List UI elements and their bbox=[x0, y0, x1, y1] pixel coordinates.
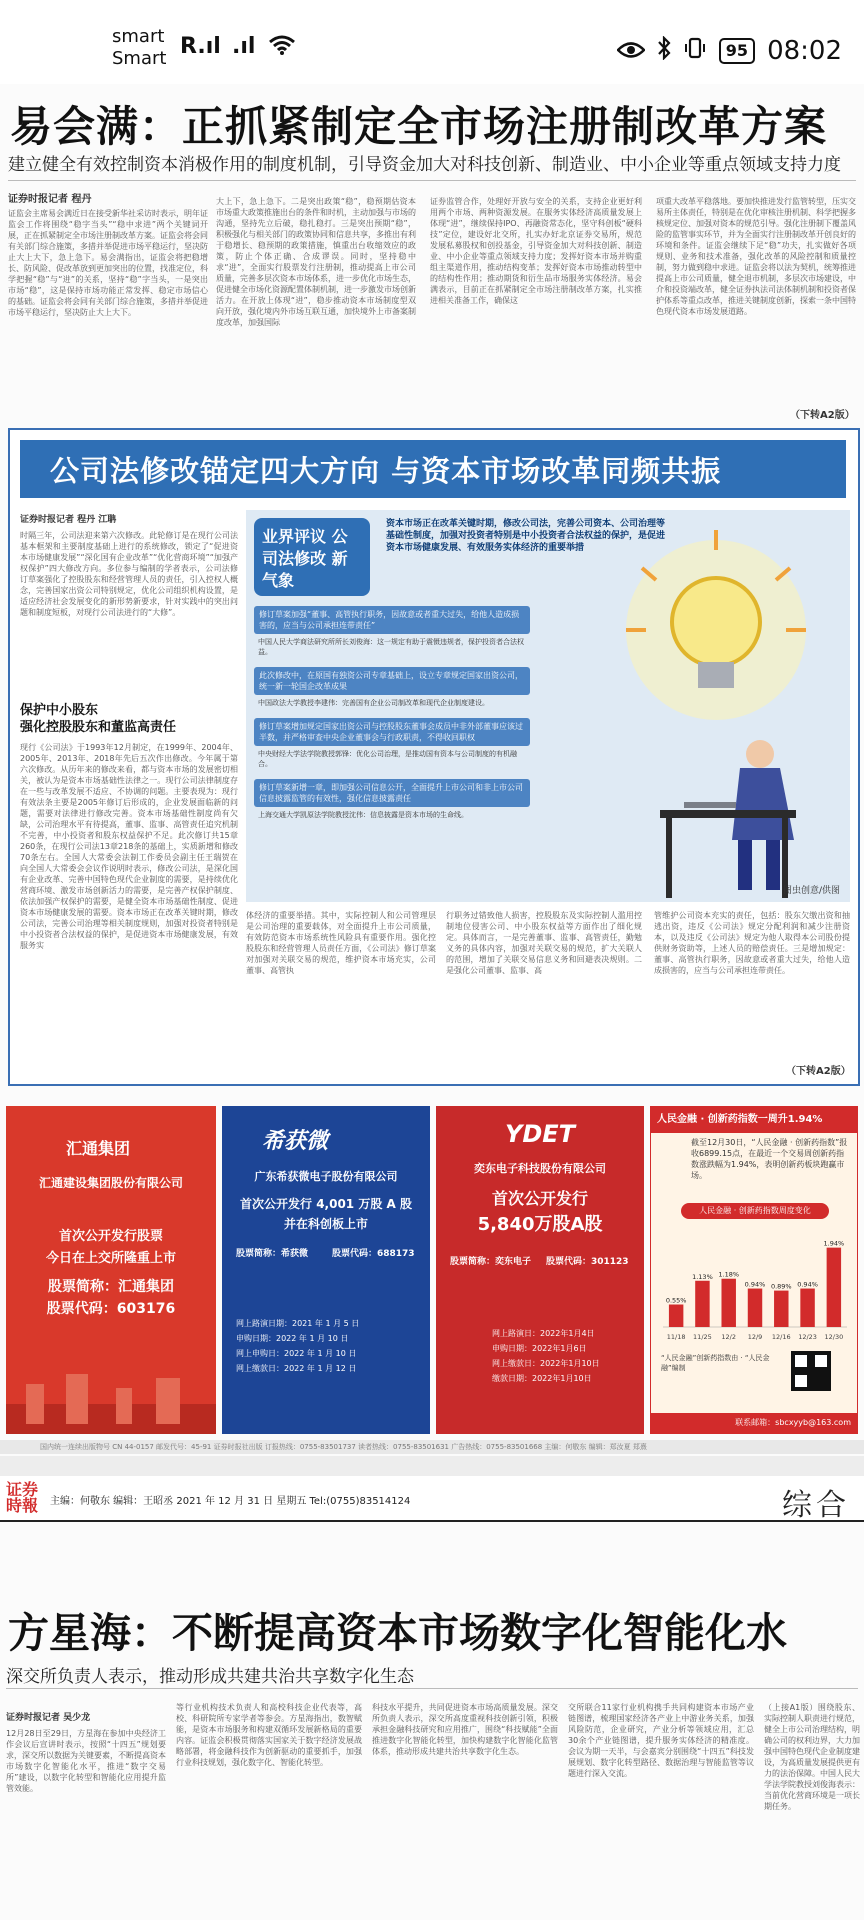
index-chart bbox=[657, 1225, 853, 1345]
chart-tick-label: 11/25 bbox=[693, 1333, 712, 1341]
xiyue-line-2: 并在科创板上市 bbox=[283, 1217, 368, 1231]
bluetooth-icon bbox=[657, 36, 671, 66]
hutong-logo: 汇通集团 bbox=[66, 1139, 131, 1158]
illustration-intro: 资本市场正在改革关键时期，修改公司法，完善公司资本、公司治理等基础性制度，加强对投资者特别是中小投资者合法权益的保护，是促进资本市场健康发展、有效服务实体经济的重要举措 bbox=[386, 519, 666, 553]
chart-data-label: 1.94% bbox=[823, 1239, 845, 1248]
xiyue-code: 股票代码：688173 bbox=[332, 1249, 415, 1259]
chart-bar bbox=[800, 1289, 814, 1327]
hutong-text bbox=[6, 1226, 216, 1320]
renmin-header: 人民金融 · 创新药指数一周升1.94% bbox=[651, 1107, 858, 1133]
chart-data-label: 0.94% bbox=[744, 1280, 766, 1289]
ad-renmin[interactable] bbox=[650, 1106, 858, 1434]
chart-data-label: 1.18% bbox=[718, 1270, 740, 1279]
illustration-item-note: 中央财经大学法学院教授郭锋：优化公司治理，是推动国有资本与公司制度的有机融合。 bbox=[258, 750, 517, 768]
feature-body-col-4: 管维护公司资本充实的责任，包括：股东欠缴出资和抽逃出资，违反《公司法》规定分配利润和减少注册资本，以及违反《公司法》规定为他人取得本公司股份提供财务资助等，上述人员的赔偿责任。三是增加规定：董事、高管执行职务，因故意或者重大过失，给他人造成损害的，应当与公司承担连带责任。 bbox=[654, 911, 850, 975]
renmin-chart-title: 人民金融 · 创新药指数周度变化 bbox=[681, 1203, 829, 1219]
second-column-3: 科技水平提升，共同促进资本市场高质量发展。深交所负责人表示，深交所高度重视科技创新引领，积极承担金融科技研究和应用推广，围绕“科技赋能”全面推进数字化智能化转型，加快构建数字化智能化监管体系，推动形成共建共治共享数字化生态。 bbox=[372, 1703, 558, 1756]
hutong-company: 汇通建设集团股份有限公司 bbox=[38, 1176, 183, 1190]
top-column-1: 证监会主席易会满近日在接受新华社采访时表示，明年证监会工作将围绕“稳字当头”“稳中求进”两个关键词开展，正在抓紧制定全市场注册制改革方案。证监会将会同有关部门综合施策，多措并举促进市场平稳运行，坚决防止大上大下，急上急下。易会满指出，证监会将把稳增长、防风险、促改革放到更加突出的位置，找准定位，科学把握“稳”与“进”的关系，坚持“稳”字当头，一是突出市场“稳”，这是保持市场功能正常发挥、稳定市场信心的基础。证监会将会同有关部门综合施策，多措并举促进市场平稳运行，坚决防止大上大下。 bbox=[8, 209, 208, 317]
feature-byline: 证券时报记者 程丹 江聃 bbox=[20, 515, 117, 525]
feature-body-col-3: 行职务过错致他人损害，控股股东及实际控制人滥用控制地位侵害公司、中小股东权益等方面作出了细化规定。具体而言，一是完善董事、监事、高管责任，勤勉义务的具体内容，加强对关联交易的规范，扩大关联人的范围，增加了关联交易信息义务和回避表决规则。二是强化公司董事、监事、高 bbox=[446, 911, 642, 975]
illustration-item-note: 中国人民大学商法研究所所长刘俊海：这一规定有助于震慑违规者，保护投资者合法权益。 bbox=[258, 638, 524, 656]
chart-tick-label: 12/30 bbox=[824, 1333, 844, 1341]
illustration-item bbox=[254, 779, 530, 823]
divider bbox=[8, 180, 856, 181]
wifi-icon bbox=[268, 34, 296, 62]
ydet-line-2: 5,840万股A股 bbox=[477, 1214, 603, 1235]
illustration-item bbox=[254, 606, 530, 660]
hutong-line-1: 首次公开发行股票 bbox=[58, 1229, 163, 1244]
illustration-item-note: 上海交通大学凯原法学院教授沈伟：信息披露是资本市场的生命线。 bbox=[258, 811, 468, 819]
renmin-body: 截至12月30日，“人民金融 · 创新药指数”报收6899.15点，在最近一个交易周创新药指数涨跌幅为1.94%，表明创新药板块跑赢市场。 bbox=[691, 1138, 848, 1180]
second-page-header bbox=[0, 1476, 864, 1522]
ydet-line-1: 首次公开发行 bbox=[491, 1189, 588, 1208]
carrier-2: Smart bbox=[112, 48, 167, 69]
businessman-icon bbox=[660, 740, 796, 898]
xiyue-offer bbox=[222, 1194, 430, 1234]
feature-body-col-2: 体经济的重要举措。其中，实际控制人和公司管理层是公司治理的重要载体，对全面提升上市公司质量，有效防范资本市场系统性风险具有重要作用。强化控股股东和经营管理人员责任方面，《公司法》修订草案对加强对关联交易的规范，维护资本市场充实，公司董事、高管执 bbox=[246, 911, 436, 975]
renmin-footer: 联系邮箱：sbcxyyb@163.com bbox=[651, 1413, 858, 1433]
chart-tick-label: 12/9 bbox=[747, 1333, 763, 1341]
xiyue-row: 申购日期：2022 年 1 月 10 日 bbox=[236, 1334, 349, 1343]
ydet-row: 网上缴款日：2022年1月10日 bbox=[492, 1359, 600, 1368]
illustration-item-head: 修订草案增加规定国家出资公司与控股股东董事会成员中非外部董事应该过半数，并严格审查中央企业董事会与行政职责，不得收回职权 bbox=[254, 718, 530, 746]
clock: 08:02 bbox=[767, 36, 842, 66]
chart-bar bbox=[774, 1291, 788, 1327]
ydet-offer bbox=[436, 1186, 644, 1238]
chart-tick-label: 12/16 bbox=[771, 1333, 791, 1341]
divider bbox=[6, 1688, 858, 1689]
chart-bar bbox=[695, 1281, 709, 1327]
ydet-company: 奕东电子科技股份有限公司 bbox=[474, 1162, 606, 1175]
illustration-badge: 业界评议 公司法修改 新气象 bbox=[254, 518, 370, 596]
top-column-3: 证券监管合作，处理好开放与安全的关系，支持企业更好利用两个市场、两种资源发展。在服务实体经济高质量发展上体现“进”，继续保持IPO、再融资常态化，坚守科创板“硬科技”定位，建设好北交所，扎实办好北京证券交易所，规范发展私募股权和创投基金，引导资金加大对科技创新、制造业、中小企业等重点领域支持力度；发挥好资本市场并购重组主渠道作用，推动结构变革；发挥好资本市场推动转型中的结构性作用；推动期货和衍生品市场服务实体经济。易会满表示，目前正在抓紧制定全市场注册制改革方案，扎实推进相关准备工作，确保这 bbox=[430, 197, 642, 305]
xiyue-schedule bbox=[236, 1316, 359, 1376]
xiyue-logo: 希获微 bbox=[262, 1129, 329, 1154]
xiyue-code-label: 股票简称：希获微 bbox=[236, 1249, 309, 1259]
chart-tick-label: 12/2 bbox=[721, 1333, 737, 1341]
status-bar bbox=[0, 0, 864, 84]
carrier-labels bbox=[112, 26, 166, 70]
ad-hutong[interactable] bbox=[6, 1106, 216, 1434]
chart-bar bbox=[669, 1305, 683, 1328]
top-headline: 易会满：正抓紧制定全市场注册制改革方案 bbox=[10, 102, 828, 151]
feature-box bbox=[8, 428, 860, 1086]
top-column-4: 项重大改革平稳落地。要加快推进发行监管转型，压实交易所主体责任，特别是在优化审核注册机制、科学把握多核规定位、加强对资本的规范引导。强化注册制下覆盖风险的监管事实环节，并为全面实行注册制改革开创良好的环境和条件。证监会继续下足“稳”功夫，扎实做好各项规则、业务和技术准备，强化改革的风险控制和质量控制，努力做到稳中求进。证监会将以法为契机，统筹推进提高上市公司质量，健全退市机制，多层次市场建设，中介和投资端改革，健全证券执法司法体制机制和投资者保护体系等重点改革，推进关键制度创新，探索一条中国特色现代资本市场发展道路。 bbox=[656, 197, 856, 316]
second-byline: 证券时报记者 吴少龙 bbox=[6, 1713, 91, 1723]
page-gap bbox=[0, 1456, 864, 1476]
feature-subhead bbox=[20, 702, 176, 736]
renmin-chart-note: “人民金融”创新药指数由 · “人民金融”编制 bbox=[661, 1354, 770, 1372]
top-continued: （下转A2版） bbox=[790, 410, 855, 421]
ydet-code: 股票代码：301123 bbox=[546, 1257, 629, 1267]
illustration-item-note: 中国政法大学教授李建伟：完善国有企业公司制改革和现代企业制度建设。 bbox=[258, 699, 489, 707]
hutong-line-4: 股票代码：603176 bbox=[46, 1301, 176, 1317]
second-headline: 方星海：不断提高资本市场数字化智能化水 bbox=[8, 1609, 787, 1657]
chart-tick-label: 12/23 bbox=[798, 1333, 817, 1341]
second-column-1: 12月28日至29日，方星海在参加中央经济工作会议后宣讲时表示，按照“十四五”规划要求，深交所以数据为关键要素，不断提高资本市场数字化智能化水平，推进“数字交易所”建设，以数字化转型和智能化应用提升监管效能。 bbox=[6, 1729, 166, 1793]
illustration-item-head: 修订草案新增一章，即加强公司信息公开，全面提升上市公司和非上市公司信息披露监管的有效性，强化信息披露责任 bbox=[254, 779, 530, 807]
ydet-row: 申购日期：2022年1月6日 bbox=[492, 1344, 587, 1353]
second-column-2: 等行业机构技术负责人和高校科技企业代表等，高校、科研院所专家学者等参会。方星海指出，数智赋能，是资本市场服务和构建双循环发展新格局的重要内容。证监会积极贯彻落实国家关于数字经济发展战略部署，将金融科技作为创新驱动的重要抓手，加强行业科技规划，强化数字化、智能化转型。 bbox=[176, 1703, 362, 1767]
skyline-icon bbox=[6, 1364, 216, 1434]
chart-bar bbox=[827, 1248, 841, 1327]
ydet-logo: YDET bbox=[504, 1120, 576, 1148]
chart-bar bbox=[721, 1279, 735, 1327]
chart-data-label: 0.55% bbox=[665, 1296, 687, 1305]
xiyue-line-1: 首次公开发行 4,001 万股 A 股 bbox=[240, 1197, 412, 1211]
ydet-schedule bbox=[492, 1326, 600, 1386]
top-byline: 证券时报记者 程丹 bbox=[8, 194, 92, 205]
illustration-item-head: 修订草案加强“董事、高管执行职务，因故意或者重大过失，给他人造成损害的，应当与公司承担连带责任” bbox=[254, 606, 530, 634]
feature-subhead-line-1: 保护中小股东 bbox=[20, 703, 99, 718]
second-column-5: （上接A1版）围绕股东、实际控制人职责进行规范，健全上市公司治理结构，明确公司的权利边界，大力加强中国特色现代企业制度建设，为高质量发展提供更有力的法治保障。中国人民大学法学院教授刘俊海表示：当前优化营商环境是一项长期任务。 bbox=[764, 1703, 860, 1811]
feature-banner: 公司法修改锚定四大方向 与资本市场改革同频共振 bbox=[20, 440, 846, 498]
illustration-item-head: 此次修改中，在原国有独资公司专章基础上，设立专章规定国家出资公司，统一新一轮国企改革成果 bbox=[254, 667, 530, 695]
feature-continued: （下转A2版） bbox=[786, 1066, 851, 1077]
illustration-items bbox=[254, 606, 530, 830]
hutong-line-2: 今日在上交所隆重上市 bbox=[45, 1251, 176, 1266]
feature-subhead-line-2: 强化控股股东和董监高责任 bbox=[20, 720, 177, 735]
xiyue-row: 网上路演日期：2021 年 1 月 5 日 bbox=[236, 1319, 360, 1328]
xiyue-company: 广东希获微电子股份有限公司 bbox=[254, 1170, 398, 1183]
top-subheadline: 建立健全有效控制资本消极作用的制度机制，引导资金加大对科技创新、制造业、中小企业等重点领域支持力度 bbox=[8, 155, 841, 175]
feature-illustration bbox=[246, 510, 850, 902]
chart-data-label: 0.94% bbox=[797, 1280, 818, 1289]
ydet-code-label: 股票简称：奕东电子 bbox=[450, 1257, 532, 1267]
feature-body-col-1: 现行《公司法》于1993年12月制定，在1999年、2004年、2005年、2013年、2018年先后五次作出修改。今年属于第六次修改。从历年来的修改来看，都与资本市场的发展密切相关，被认为是资本市场基础性法律之一。现行公司法律制度存在一些与改革发展不适应、不协调的问题。主要表现为：现行有效法条主要是2005年修订后形成的，企业发展面临新的问题，需要对法律进行修改完善。资本市场基础性制度尚有欠缺，公司治理水平有待提高，董事、监事、高管责任追究机制不完善，中小投资者和股东权益保护不足。此次修订共15章260条，在现行公司法13章218条的基础上，实质新增和修改70条左右。全国人大常委会法制工作委员会副主任王瑞贺在向全国人大常委会会议作说明时表示，修改公司法，是深化国有企业改革、完善中国特色现代企业制度的需要，是持续优化营商环境、激发市场创新活力的需要，是完善产权保护制度、依法加强产权保护的需要，是健全资本市场基础性制度、促进资本市场健康发展的需要。资本市场正在改革关键时期，修改公司法，完善公司治理等相关制度规则，加强对投资者特别是中小投资者合法权益的保护，是促进资本市场健康发展，有效服务实 bbox=[20, 743, 238, 950]
xiyue-row: 网上申购日：2022 年 1 月 10 日 bbox=[236, 1349, 357, 1358]
ad-ydet[interactable] bbox=[436, 1106, 644, 1434]
masthead-meta: 主编：何敬东 编辑：王昭丞 2021 年 12 月 31 日 星期五 Tel:(0755)83514124 bbox=[50, 1496, 411, 1507]
ydet-row: 网上路演日：2022年1月4日 bbox=[492, 1329, 595, 1338]
feature-intro: 时隔三年，公司法迎来第六次修改。此轮修订是在现行公司法基本框架和主要制度基础上进行的系统修改，锁定了“促进资本市场健康发展”“深化国有企业改革”“优化营商环境”“加强产权保护”四大修改方向。多位参与编制的学者表示，公司法修订草案强化了控股股东和经营管理人员的责任，引入控权人概念，完善国家出资公司特别规定，优化公司组织机构设置，是适应经济社会发展变化的新形势新要求，针对实践中的突出问题和制度短板，对现行公司法进行的“大修”。 bbox=[20, 531, 238, 617]
illustration-item bbox=[254, 718, 530, 772]
second-column-4: 交所联合11家行业机构携手共同构建资本市场产业链图谱，梳理国家经济各产业上中游业务关系，加强风险防范，企业研究，产业分析等领域应用，汇总30余个产业链图谱，提升服务实体经济的精准度。会议为期一天半，与会嘉宾分别围绕“十四五”科技发展规划、数字化转型路径、数据治理与智能监管等议题进行深入交流。 bbox=[568, 1703, 754, 1778]
masthead-logo: 证券時報 bbox=[6, 1480, 39, 1515]
page-footer: 国内统一连续出版物号 CN 44-0157 邮发代号：45-91 证券时报社出版 订报热线：0755-83501737 读者热线：0755-83501631 广告热线：0755-83501668 主编：何敬东 编辑：郑汝夏 郑熹 bbox=[0, 1440, 864, 1454]
second-subheadline: 深交所负责人表示，推动形成共建共治共享数字化生态 bbox=[6, 1667, 414, 1687]
hutong-line-3: 股票简称：汇通集团 bbox=[48, 1279, 174, 1295]
signal-1-icon: R.ıl bbox=[180, 34, 221, 59]
top-column-2: 大上下，急上急下。二是突出政策“稳”，稳预期估资本市场重大政策推施出台的条件和时机，主动加强与市场的沟通，坚持先立后破，稳扎稳打。三是突出预期“稳”，积极强化与相关部门的政策协同和信息共享，多推出有利于稳增长、稳预期的政策措施，慎重出台收缩效应的政策，防止个体正确、合成谬误。同时，坚持稳中求“进”，全面实行股票发行注册制，推动提高上市公司质量，完善多层次资本市场体系，进一步优化市场生态，促进健全市场化资源配置体制机制，进一步激发市场创新活力。在开放上体现“进”，稳步推动资本市场制度型双向开放，强化境内外市场互联互通，加快境外上市备案制度改革，加强国际 bbox=[216, 197, 416, 327]
section-label: 综合 bbox=[782, 1488, 850, 1523]
carrier-1: smart bbox=[112, 26, 165, 47]
battery-indicator: 95 bbox=[719, 38, 755, 64]
eye-icon bbox=[617, 37, 645, 65]
ad-xiyue[interactable] bbox=[222, 1106, 430, 1434]
signal-2-icon: .ıl bbox=[232, 34, 256, 59]
chart-bar bbox=[748, 1289, 762, 1327]
qr-code-icon bbox=[791, 1351, 831, 1391]
xiyue-row: 网上缴款日：2022 年 1 月 12 日 bbox=[236, 1364, 357, 1373]
chart-data-label: 0.89% bbox=[770, 1282, 792, 1291]
chart-tick-label: 11/18 bbox=[666, 1333, 686, 1341]
chart-data-label: 1.13% bbox=[692, 1272, 713, 1281]
illustration-credit: 图虫创意/供图 bbox=[782, 886, 840, 896]
illustration-item bbox=[254, 667, 530, 711]
ydet-row: 缴款日期：2022年1月10日 bbox=[492, 1374, 592, 1383]
vibrate-icon bbox=[683, 36, 707, 66]
